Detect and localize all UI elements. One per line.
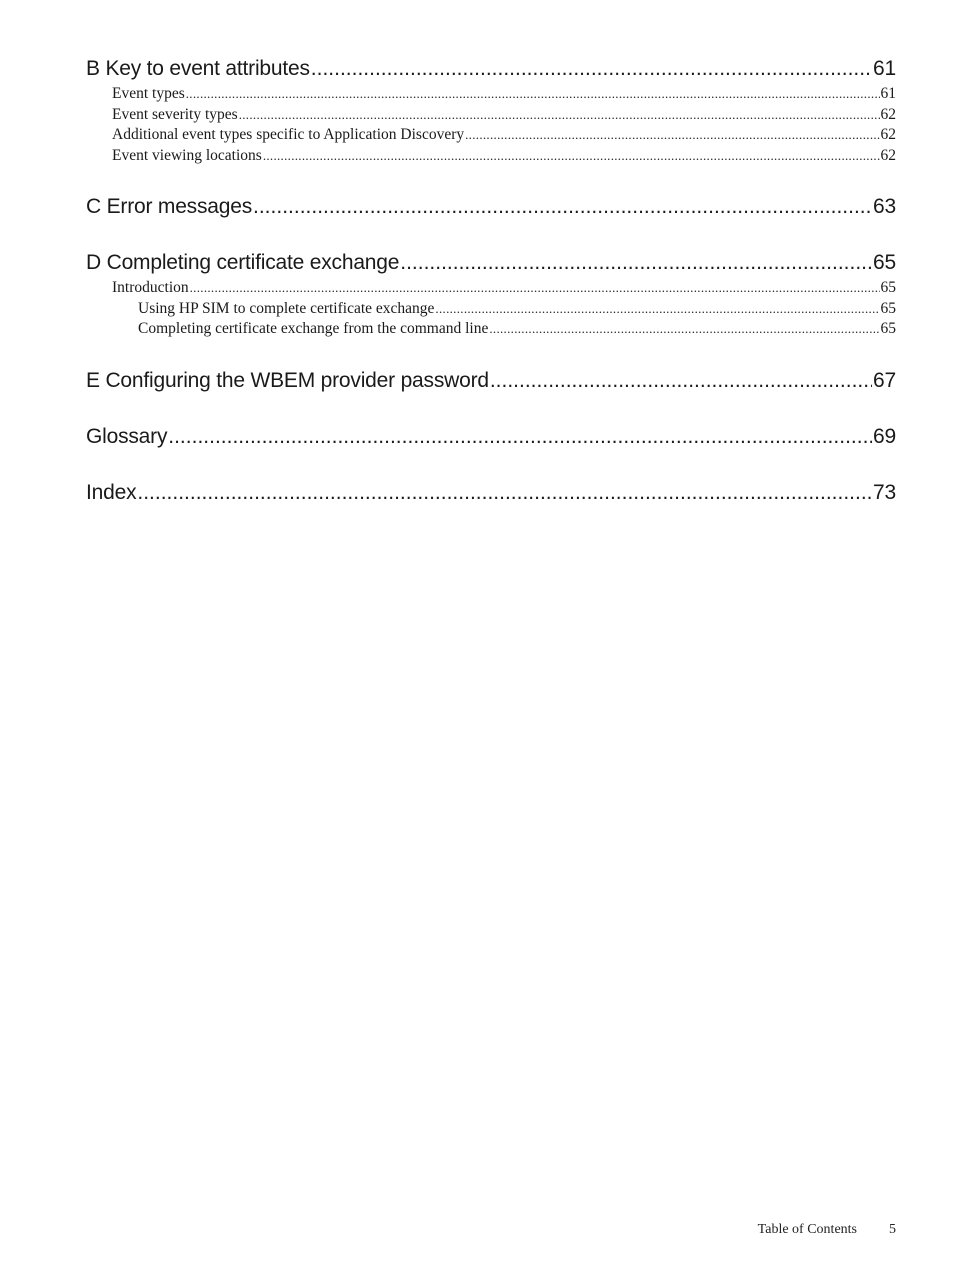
dot-leader [435,299,879,320]
toc-entry-page: 62 [880,146,896,164]
toc-section [86,248,896,340]
toc-entry-chapter[interactable] [86,478,896,508]
toc-entry-title: Additional event types specific to Application Discovery [112,126,465,143]
toc-entry-title: Event severity types [112,105,238,123]
toc-entry-chapter[interactable] [86,422,896,452]
toc-entry-subsubsection[interactable] [86,319,896,340]
toc-entry-title: Introduction [112,279,189,296]
page-footer [758,1222,896,1238]
toc-section [86,54,896,166]
dot-leader [465,125,879,146]
toc-entry-title: B Key to event attributes [86,57,310,80]
toc-entry-page: 62 [880,105,896,123]
dot-leader [239,105,880,126]
toc-entry-page: 67 [873,368,896,392]
toc-entry-title: Event types [112,85,185,102]
toc-entry-chapter[interactable] [86,54,896,84]
toc-entry-title: E Configuring the WBEM provider password [86,368,489,392]
dot-leader [490,366,872,396]
toc-entry-subsection[interactable] [86,125,896,146]
toc-entry-chapter[interactable] [86,192,896,222]
footer-label: Table of Contents [757,1222,857,1237]
toc-entry-title: Event viewing locations [112,146,262,164]
dot-leader [311,54,872,84]
toc-entry-chapter[interactable] [86,248,896,278]
dot-leader [263,146,880,167]
toc-entry-chapter[interactable] [86,366,896,396]
table-of-contents [86,54,896,534]
toc-entry-page: 63 [873,195,896,218]
toc-entry-page: 65 [880,279,896,296]
toc-entry-title: C Error messages [86,195,253,218]
toc-entry-page: 61 [880,85,896,102]
toc-entry-title: Using HP SIM to complete certificate exchange [138,299,435,317]
dot-leader [489,319,879,340]
toc-entry-title: Index [86,480,137,504]
toc-entry-page: 65 [880,299,896,317]
toc-entry-subsection[interactable] [86,146,896,167]
toc-entry-page: 65 [873,251,896,274]
toc-entry-title: D Completing certificate exchange [86,251,400,274]
dot-leader [137,478,872,508]
toc-section [86,366,896,396]
dot-leader [400,248,872,278]
toc-entry-subsection[interactable] [86,84,896,105]
toc-entry-title: Completing certificate exchange from the command line [138,320,489,337]
toc-section [86,422,896,452]
toc-section [86,478,896,508]
dot-leader [190,278,880,299]
toc-entry-subsection[interactable] [86,105,896,126]
dot-leader [186,84,880,105]
toc-entry-subsubsection[interactable] [86,299,896,320]
toc-entry-page: 62 [880,126,896,143]
toc-entry-page: 61 [873,57,896,80]
toc-entry-page: 73 [873,480,896,504]
toc-entry-subsection[interactable] [86,278,896,299]
toc-entry-title: Glossary [86,424,168,448]
toc-entry-page: 69 [873,424,896,448]
dot-leader [168,422,872,452]
toc-section [86,192,896,222]
footer-page-number: 5 [889,1222,896,1237]
toc-entry-page: 65 [880,320,896,337]
dot-leader [253,192,872,222]
